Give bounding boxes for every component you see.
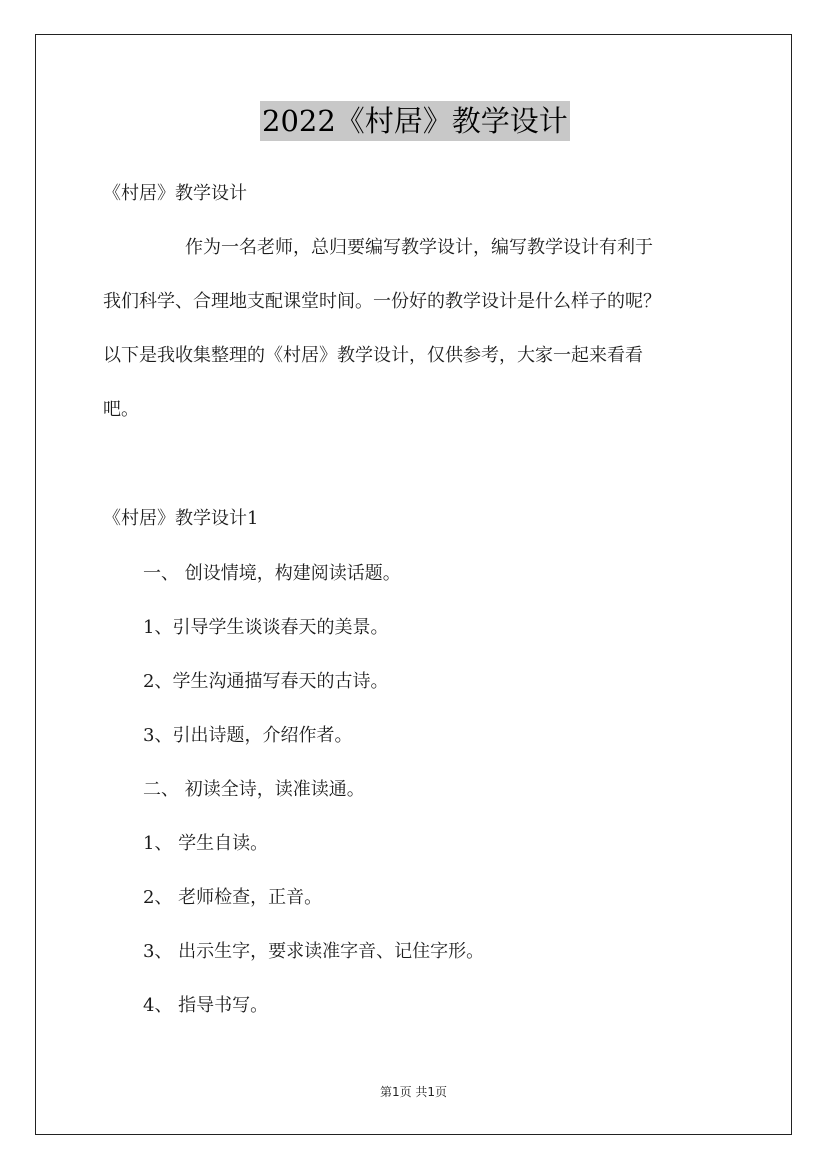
outline-item: 1、 学生自读。 bbox=[143, 833, 269, 854]
intro-line-3: 以下是我收集整理的《村居》教学设计，仅供参考，大家一起来看看 bbox=[103, 345, 643, 366]
section-heading: 《村居》教学设计1 bbox=[103, 508, 259, 529]
outline-item: 一、 创设情境，构建阅读话题。 bbox=[143, 563, 401, 584]
document-subheading: 《村居》教学设计 bbox=[103, 183, 247, 204]
outline-item: 2、 老师检查，正音。 bbox=[143, 887, 323, 908]
outline-item: 3、 出示生字，要求读准字音、记住字形。 bbox=[143, 941, 485, 962]
outline-item: 3、引出诗题，介绍作者。 bbox=[143, 725, 353, 746]
outline-item: 2、学生沟通描写春天的古诗。 bbox=[143, 671, 389, 692]
page-footer: 第1页 共1页 bbox=[379, 1085, 448, 1099]
document-title: 2022《村居》教学设计 bbox=[260, 101, 570, 141]
outline-item: 二、 初读全诗，读准读通。 bbox=[143, 779, 365, 800]
intro-line-2: 我们科学、合理地支配课堂时间。一份好的教学设计是什么样子的呢？ bbox=[103, 291, 661, 312]
intro-line-4: 吧。 bbox=[103, 399, 139, 420]
outline-item: 1、引导学生谈谈春天的美景。 bbox=[143, 617, 389, 638]
outline-item: 4、 指导书写。 bbox=[143, 995, 269, 1016]
intro-line-1: 作为一名老师，总归要编写教学设计，编写教学设计有利于 bbox=[185, 237, 653, 258]
